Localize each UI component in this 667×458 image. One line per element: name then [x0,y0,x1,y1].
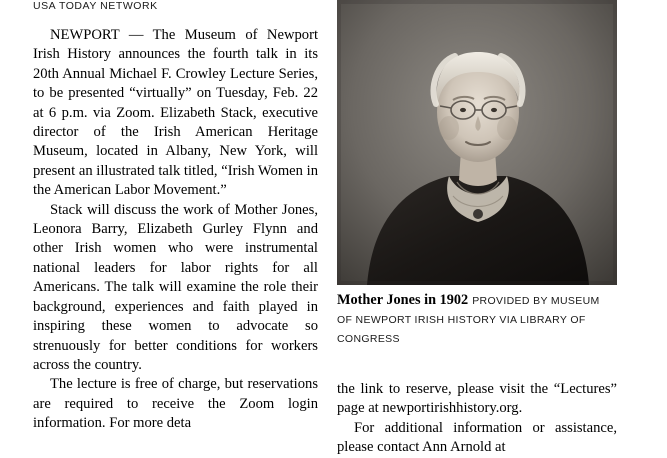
portrait-photo-mother-jones [337,0,617,285]
paragraph-3-text: The lecture is free of charge, but reservations are required to receive the Zoom login information. For more deta [33,376,318,432]
photo-caption-credit: PROVIDED BY MUSEUM OF NEWPORT IRISH HISTORY VIA LIBRARY OF CONGRESS [337,295,600,345]
paragraph-4: the link to reserve, please visit the “Lectures” page at newportirishhistory.org. [337,381,617,417]
paragraph-1-text: NEWPORT — The Museum of Newport Irish History announces the fourth talk in its 20th Annual Michael F. Crowley Lecture Series, to be presented “virtually” on Tuesday, Feb. 22 at 6 p.m. via Zoom. Elizabeth Stack, executive director of the Irish American Heritage Museum, located in Albany, New York, will present an illustrated talk titled, “Irish Women in the American Labor Movement.” [33,27,318,199]
paragraph-5-text: For additional information or assistance, please contact Ann Arnold at [337,419,617,456]
photo-caption-title: Mother Jones in 1902 [337,292,469,308]
paragraph-1 [33,26,318,201]
paragraph-3 [33,375,318,433]
article-right-column-text [337,380,617,458]
article-right-column [337,0,617,348]
paragraph-2-text: Stack will discuss the work of Mother Jones, Leonora Barry, Elizabeth Gurley Flynn and other Irish women who were instrumental national leaders for labor rights for all Americans. The talk will examine the role their background, experiences and faith played in inspiring these women to advocate so strenuously for better conditions for workers across the country. [33,201,318,373]
network-label: USA TODAY NETWORK [33,0,158,12]
portrait-photo-graphic [337,0,617,285]
paragraph-5 [337,419,617,458]
article-left-column [33,0,318,434]
paragraph-2 [33,201,318,376]
photo-caption [337,291,617,348]
